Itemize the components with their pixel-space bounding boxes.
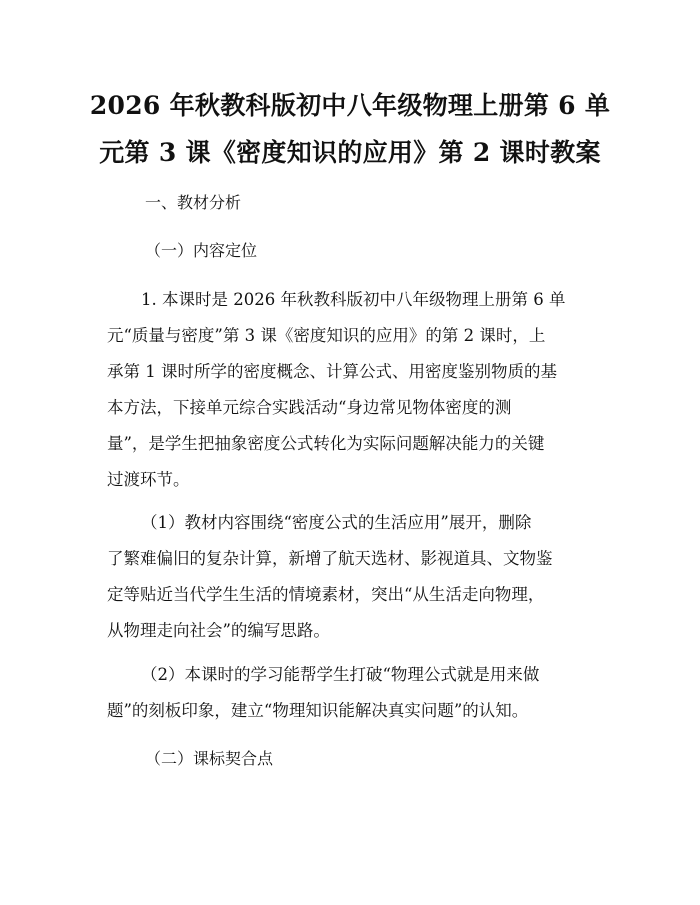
document-title [60, 82, 640, 176]
paragraph-line: 了繁难偏旧的复杂计算，新增了航天选材、影视道具、文物鉴 [107, 549, 553, 568]
paragraph-line: 承第 1 课时所学的密度概念、计算公式、用密度鉴别物质的基 [107, 362, 557, 381]
paragraph-line: （2）本课时的学习能帮学生打破“物理公式就是用来做 [141, 665, 540, 684]
paragraph-line: 元“质量与密度”第 3 课《密度知识的应用》的第 2 课时，上 [107, 326, 546, 345]
section-heading-textbook-analysis: 一、教材分析 [145, 193, 242, 212]
paragraph-line: （1）教材内容围绕“密度公式的生活应用”展开，删除 [141, 513, 532, 532]
title-line: 2026 年秋教科版初中八年级物理上册第 6 单 [89, 91, 611, 120]
paragraph-line: 定等贴近当代学生生活的情境素材，突出“从生活走向物理， [107, 585, 545, 604]
paragraph-line: 题”的刻板印象，建立“物理知识能解决真实问题”的认知。 [107, 701, 529, 720]
paragraph-line: 从物理走向社会”的编写思路。 [107, 621, 330, 640]
title-line: 元第 3 课《密度知识的应用》第 2 课时教案 [99, 138, 601, 167]
paragraph-content-focus [107, 505, 607, 649]
paragraph-line: 过渡环节。 [107, 470, 190, 489]
paragraph-line: 量”，是学生把抽象密度公式转化为实际问题解决能力的关键 [107, 434, 545, 453]
paragraph-line: 1. 本课时是 2026 年秋教科版初中八年级物理上册第 6 单 [141, 290, 566, 309]
paragraph-line: 本方法，下接单元综合实践活动“身边常见物体密度的测 [107, 398, 512, 417]
paragraph-learning-value [107, 657, 607, 729]
subsection-heading-content-positioning: （一）内容定位 [145, 241, 258, 260]
subsection-heading-curriculum-alignment: （二）课标契合点 [145, 749, 274, 768]
paragraph-positioning [107, 282, 607, 498]
